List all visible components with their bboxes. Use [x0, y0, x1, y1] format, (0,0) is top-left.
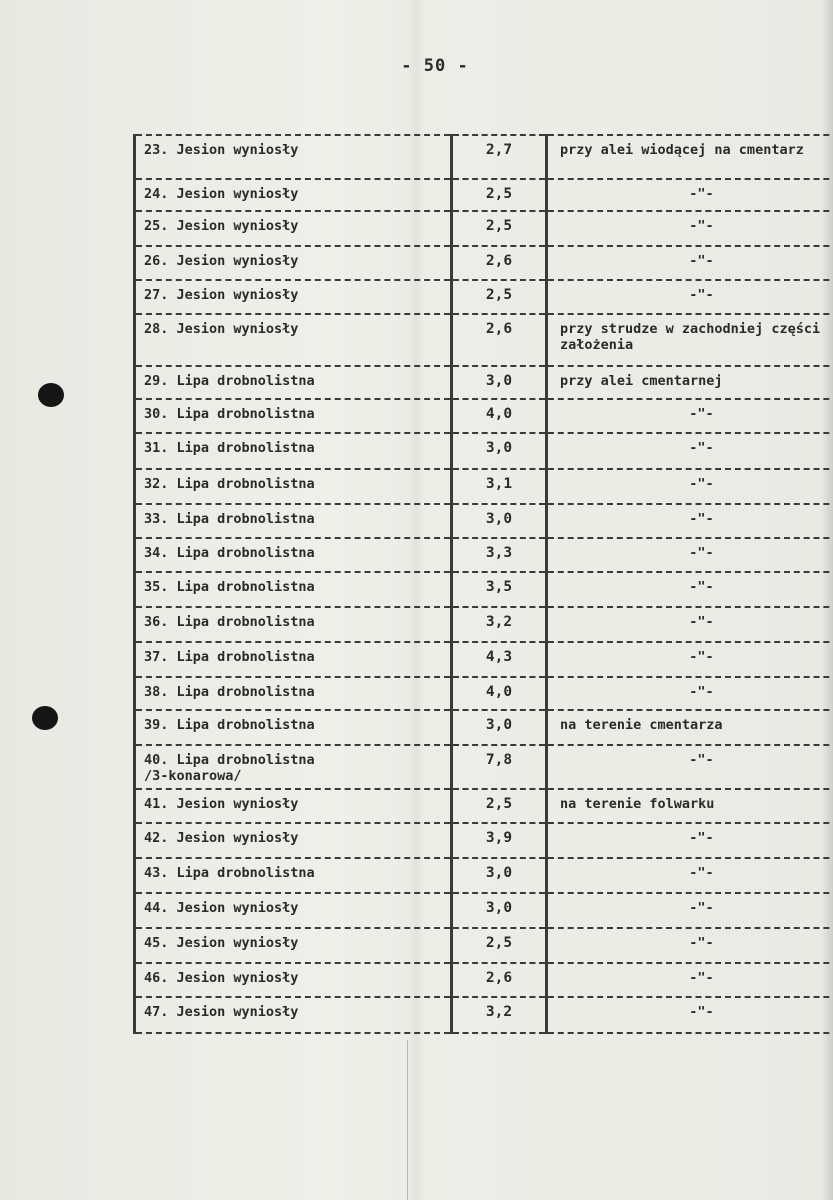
- location-note-cell: -"-: [547, 677, 833, 710]
- tree-name-cell: [135, 399, 452, 433]
- tree-name: 35. Lipa drobnolistna: [144, 579, 315, 595]
- tree-name: 43. Lipa drobnolistna: [144, 865, 315, 881]
- location-note-cell: przy strudze w zachodniej części założenia: [547, 314, 833, 366]
- circumference-cell: 3,2: [452, 997, 547, 1033]
- location-note-cell: -"-: [547, 858, 833, 893]
- table-row: [135, 928, 833, 963]
- location-note-cell: na terenie cmentarza: [547, 710, 833, 745]
- tree-name-cell: [135, 963, 452, 997]
- location-note-cell: -"-: [547, 504, 833, 538]
- table-row: [135, 607, 833, 642]
- tree-name: 42. Jesion wyniosły: [144, 830, 299, 846]
- tree-name: 30. Lipa drobnolistna: [144, 406, 315, 422]
- tree-name-cell: [135, 504, 452, 538]
- table-row: [135, 246, 833, 280]
- tree-name-cell: [135, 928, 452, 963]
- tree-name-cell: [135, 572, 452, 607]
- table-row: [135, 538, 833, 572]
- paper-fold: [407, 1040, 408, 1200]
- circumference-cell: 2,5: [452, 280, 547, 314]
- tree-name: 45. Jesion wyniosły: [144, 935, 299, 951]
- circumference-cell: 4,0: [452, 677, 547, 710]
- tree-name-cell: [135, 607, 452, 642]
- table-row: [135, 469, 833, 504]
- tree-name: 26. Jesion wyniosły: [144, 253, 299, 269]
- table-row: [135, 745, 833, 789]
- tree-name-cell: [135, 314, 452, 366]
- tree-name: 39. Lipa drobnolistna: [144, 717, 315, 733]
- table-row: [135, 963, 833, 997]
- table-row: [135, 823, 833, 858]
- circumference-cell: 3,0: [452, 366, 547, 399]
- circumference-cell: 2,6: [452, 314, 547, 366]
- tree-name-cell: [135, 135, 452, 179]
- tree-name-cell: [135, 893, 452, 928]
- circumference-cell: 3,0: [452, 710, 547, 745]
- location-note-cell: -"-: [547, 246, 833, 280]
- tree-name: 47. Jesion wyniosły: [144, 1004, 299, 1020]
- location-note-cell: -"-: [547, 893, 833, 928]
- circumference-cell: 3,5: [452, 572, 547, 607]
- table-row: [135, 789, 833, 823]
- tree-name: 33. Lipa drobnolistna: [144, 511, 315, 527]
- tree-name: 31. Lipa drobnolistna: [144, 440, 315, 456]
- circumference-cell: 2,7: [452, 135, 547, 179]
- circumference-cell: 3,3: [452, 538, 547, 572]
- circumference-cell: 3,1: [452, 469, 547, 504]
- location-note-cell: -"-: [547, 211, 833, 246]
- location-note-cell: -"-: [547, 997, 833, 1033]
- location-note-cell: przy alei wiodącej na cmentarz: [547, 135, 833, 179]
- circumference-cell: 3,9: [452, 823, 547, 858]
- location-note-cell: -"-: [547, 745, 833, 789]
- table-row: [135, 211, 833, 246]
- tree-name-detail: /3-konarowa/: [144, 768, 242, 784]
- tree-name: 27. Jesion wyniosły: [144, 287, 299, 303]
- tree-name-cell: [135, 677, 452, 710]
- tree-name-cell: [135, 366, 452, 399]
- location-note-cell: -"-: [547, 928, 833, 963]
- location-note-cell: -"-: [547, 399, 833, 433]
- circumference-cell: 4,3: [452, 642, 547, 677]
- tree-name: 40. Lipa drobnolistna: [144, 752, 315, 768]
- tree-name: 34. Lipa drobnolistna: [144, 545, 315, 561]
- location-note-cell: -"-: [547, 280, 833, 314]
- table-row: [135, 280, 833, 314]
- circumference-cell: 3,0: [452, 433, 547, 469]
- circumference-cell: 2,5: [452, 179, 547, 211]
- tree-name-cell: [135, 997, 452, 1033]
- tree-name: 46. Jesion wyniosły: [144, 970, 299, 986]
- circumference-cell: 3,0: [452, 893, 547, 928]
- tree-name-cell: [135, 642, 452, 677]
- tree-name: 25. Jesion wyniosły: [144, 218, 299, 234]
- tree-name-cell: [135, 823, 452, 858]
- circumference-cell: 2,5: [452, 928, 547, 963]
- tree-name: 32. Lipa drobnolistna: [144, 476, 315, 492]
- punch-hole-top: [38, 383, 64, 407]
- tree-name-cell: [135, 789, 452, 823]
- tree-name-cell: [135, 280, 452, 314]
- circumference-cell: 7,8: [452, 745, 547, 789]
- tree-name: 41. Jesion wyniosły: [144, 796, 299, 812]
- tree-inventory-table: [133, 134, 833, 1034]
- location-note-cell: -"-: [547, 963, 833, 997]
- circumference-cell: 3,0: [452, 858, 547, 893]
- tree-name: 29. Lipa drobnolistna: [144, 373, 315, 389]
- table-row: [135, 997, 833, 1033]
- tree-name-cell: [135, 745, 452, 789]
- tree-name-cell: [135, 710, 452, 745]
- table-row: [135, 893, 833, 928]
- table-row: [135, 399, 833, 433]
- table-row: [135, 433, 833, 469]
- location-note-cell: -"-: [547, 823, 833, 858]
- tree-name: 38. Lipa drobnolistna: [144, 684, 315, 700]
- table-row: [135, 710, 833, 745]
- location-note-cell: -"-: [547, 607, 833, 642]
- tree-name-cell: [135, 433, 452, 469]
- table-row: [135, 366, 833, 399]
- table-row: [135, 504, 833, 538]
- tree-name: 23. Jesion wyniosły: [144, 142, 299, 158]
- tree-name-cell: [135, 246, 452, 280]
- table-row: [135, 642, 833, 677]
- tree-name: 37. Lipa drobnolistna: [144, 649, 315, 665]
- location-note-cell: -"-: [547, 469, 833, 504]
- circumference-cell: 2,5: [452, 211, 547, 246]
- table-row: [135, 135, 833, 179]
- circumference-cell: 3,0: [452, 504, 547, 538]
- tree-name-cell: [135, 179, 452, 211]
- circumference-cell: 2,6: [452, 963, 547, 997]
- punch-hole-bottom: [32, 706, 58, 730]
- table-row: [135, 179, 833, 211]
- location-note-cell: -"-: [547, 572, 833, 607]
- circumference-cell: 2,6: [452, 246, 547, 280]
- tree-name-cell: [135, 858, 452, 893]
- location-note-cell: -"-: [547, 642, 833, 677]
- table-row: [135, 858, 833, 893]
- location-note-cell: przy alei cmentarnej: [547, 366, 833, 399]
- circumference-cell: 2,5: [452, 789, 547, 823]
- table-row: [135, 314, 833, 366]
- location-note-cell: -"-: [547, 179, 833, 211]
- table-row: [135, 572, 833, 607]
- tree-name: 36. Lipa drobnolistna: [144, 614, 315, 630]
- page-number: - 50 -: [401, 56, 469, 76]
- location-note-cell: -"-: [547, 433, 833, 469]
- circumference-cell: 3,2: [452, 607, 547, 642]
- table-row: [135, 677, 833, 710]
- tree-name-cell: [135, 211, 452, 246]
- tree-name: 44. Jesion wyniosły: [144, 900, 299, 916]
- tree-name: 28. Jesion wyniosły: [144, 321, 299, 337]
- tree-name-cell: [135, 538, 452, 572]
- location-note-cell: -"-: [547, 538, 833, 572]
- tree-name: 24. Jesion wyniosły: [144, 186, 299, 202]
- tree-name-cell: [135, 469, 452, 504]
- circumference-cell: 4,0: [452, 399, 547, 433]
- location-note-cell: na terenie folwarku: [547, 789, 833, 823]
